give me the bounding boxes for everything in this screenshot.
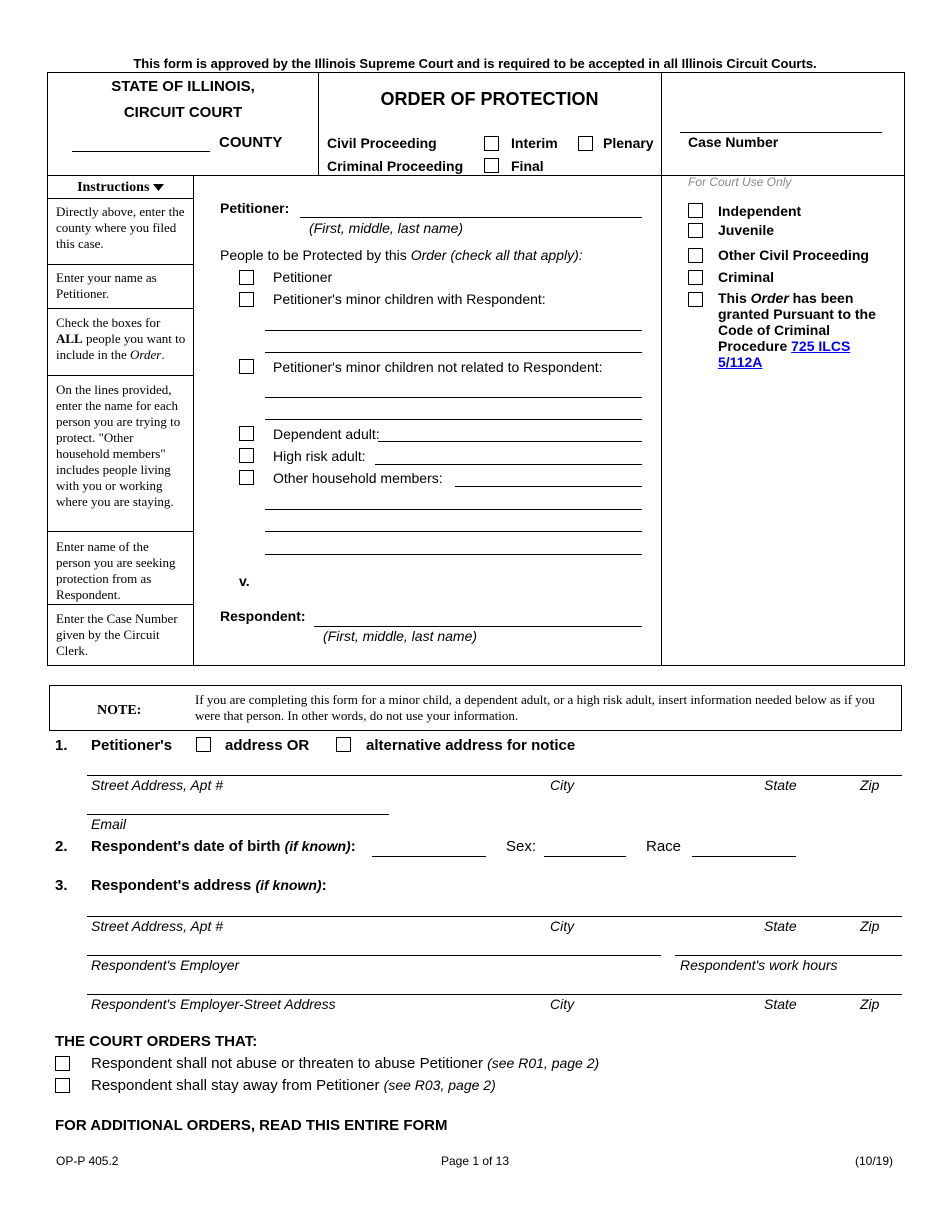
- form-id: OP-P 405.2: [56, 1154, 119, 1168]
- instruction-county: Directly above, enter the county where you filed this case.: [56, 204, 185, 251]
- versus-label: v.: [239, 573, 250, 589]
- interim-checkbox[interactable]: [484, 136, 499, 151]
- case-number-label: Case Number: [688, 134, 779, 150]
- minor-not-line-2[interactable]: [265, 419, 642, 420]
- criminal-proceeding-label: Criminal Proceeding: [327, 158, 464, 174]
- dependent-adult-input[interactable]: [378, 441, 642, 442]
- race-label: Race: [646, 838, 682, 855]
- opt-dependent-label: Dependent adult:: [273, 426, 380, 442]
- caret-down-icon: [153, 184, 164, 191]
- sex-input[interactable]: [544, 856, 626, 857]
- approval-notice: This form is approved by the Illinois Supreme Court and is required to be accepted in all Illinois Circuit Courts.: [133, 56, 817, 71]
- instruction-petitioner: Enter your name as Petitioner.: [56, 270, 157, 301]
- plenary-checkbox[interactable]: [578, 136, 593, 151]
- granted-text: This Order has been granted Pursuant to the Code of Criminal Procedure 725 ILCS 5/112A: [718, 290, 876, 370]
- plenary-label: Plenary: [603, 135, 654, 151]
- page-number: Page 1 of 13: [440, 1154, 510, 1168]
- opt-minor-with-label: Petitioner's minor children with Respondent:: [273, 291, 546, 307]
- case-number-input[interactable]: [680, 132, 882, 133]
- court-use-heading: For Court Use Only: [688, 175, 792, 189]
- juvenile-checkbox[interactable]: [688, 223, 703, 238]
- statute-link[interactable]: 725 ILCS 5/112A: [718, 338, 851, 370]
- independent-label: Independent: [718, 203, 802, 219]
- instruction-checkboxes: Check the boxes for ALL people you want to include in the Order.: [56, 315, 186, 362]
- section3-number: 3.: [55, 877, 68, 894]
- dependent-adult-checkbox[interactable]: [239, 426, 254, 441]
- zip-label: Zip: [860, 777, 880, 793]
- opt-high-risk-label: High risk adult:: [273, 448, 366, 464]
- final-checkbox[interactable]: [484, 158, 499, 173]
- email-label: Email: [91, 816, 127, 832]
- minor-with-line-1[interactable]: [265, 330, 642, 331]
- independent-checkbox[interactable]: [688, 203, 703, 218]
- address-option-label: address OR: [225, 737, 310, 754]
- criminal-checkbox[interactable]: [688, 270, 703, 285]
- alt-address-option-label: alternative address for notice: [366, 737, 576, 754]
- order-no-abuse-label: Respondent shall not abuse or threaten to abuse Petitioner (see R01, page 2): [91, 1055, 600, 1072]
- minor-with-line-2[interactable]: [265, 352, 642, 353]
- state-label: STATE OF ILLINOIS,: [111, 78, 255, 95]
- household-line-3[interactable]: [265, 554, 642, 555]
- respondent-name-input[interactable]: [314, 626, 642, 627]
- criminal-label: Criminal: [718, 269, 775, 285]
- street-label: Street Address, Apt #: [91, 777, 224, 793]
- work-hours-input[interactable]: [675, 955, 902, 956]
- form-date: (10/19): [855, 1154, 894, 1168]
- court-orders-heading: THE COURT ORDERS THAT:: [55, 1033, 258, 1050]
- minor-children-with-respondent-checkbox[interactable]: [239, 292, 254, 307]
- respondent-label: Respondent:: [220, 608, 306, 624]
- civil-proceeding-label: Civil Proceeding: [327, 135, 437, 151]
- petitioner-label: Petitioner:: [220, 200, 290, 216]
- opt-petitioner-label: Petitioner: [273, 269, 333, 285]
- email-input[interactable]: [87, 814, 389, 815]
- minor-children-not-related-checkbox[interactable]: [239, 359, 254, 374]
- state-label-1: State: [764, 777, 797, 793]
- city-label: City: [550, 777, 575, 793]
- instruction-respondent: Enter name of the person you are seeking protection from as Respondent.: [56, 539, 176, 602]
- section2-label: Respondent's date of birth (if known):: [91, 838, 356, 855]
- city-label-2: City: [550, 918, 575, 934]
- city-label-3: City: [550, 996, 575, 1012]
- petitioner-name-hint: (First, middle, last name): [309, 220, 464, 236]
- petitioner-address-input[interactable]: [87, 775, 902, 776]
- sex-label: Sex:: [506, 838, 537, 855]
- opt-household-label: Other household members:: [273, 470, 443, 486]
- alt-address-checkbox[interactable]: [336, 737, 351, 752]
- court-label: CIRCUIT COURT: [123, 104, 243, 121]
- respondent-name-hint: (First, middle, last name): [323, 628, 478, 644]
- order-stay-away-checkbox[interactable]: [55, 1078, 70, 1093]
- order-stay-away-label: Respondent shall stay away from Petitioner (see R03, page 2): [91, 1077, 496, 1094]
- respondent-address-input[interactable]: [87, 916, 902, 917]
- instruction-protected: On the lines provided, enter the name for each person you are trying to protect. "Other household members" includes people living with you or working where you are staying.: [56, 382, 181, 509]
- dob-input[interactable]: [372, 856, 486, 857]
- high-risk-adult-input[interactable]: [375, 464, 642, 465]
- petitioner-checkbox[interactable]: [239, 270, 254, 285]
- section1-number: 1.: [55, 737, 68, 754]
- zip-label-2: Zip: [860, 918, 880, 934]
- section1-label: Petitioner's: [91, 737, 173, 754]
- employer-address-input[interactable]: [87, 994, 902, 995]
- street-label-2: Street Address, Apt #: [91, 918, 224, 934]
- note-label: NOTE:: [97, 703, 142, 718]
- race-input[interactable]: [692, 856, 796, 857]
- section2-number: 2.: [55, 838, 68, 855]
- additional-orders-heading: FOR ADDITIONAL ORDERS, READ THIS ENTIRE FORM: [55, 1117, 448, 1134]
- note-text: If you are completing this form for a minor child, a dependent adult, or a high risk adult, insert information needed below as if you were that person. In other words, do not use your information.: [195, 692, 875, 723]
- household-line-1[interactable]: [265, 509, 642, 510]
- granted-checkbox[interactable]: [688, 292, 703, 307]
- zip-label-3: Zip: [860, 996, 880, 1012]
- employer-input[interactable]: [87, 955, 661, 956]
- state-label-2: State: [764, 918, 797, 934]
- work-hours-label: Respondent's work hours: [680, 957, 838, 973]
- other-civil-checkbox[interactable]: [688, 248, 703, 263]
- protected-people-label: People to be Protected by this Order (check all that apply):: [220, 247, 583, 263]
- other-civil-label: Other Civil Proceeding: [718, 247, 869, 263]
- order-no-abuse-checkbox[interactable]: [55, 1056, 70, 1071]
- high-risk-adult-checkbox[interactable]: [239, 448, 254, 463]
- petitioner-name-input[interactable]: [300, 217, 642, 218]
- section3-label: Respondent's address (if known):: [91, 877, 327, 894]
- juvenile-label: Juvenile: [718, 222, 775, 238]
- county-input[interactable]: [72, 151, 210, 152]
- state-label-3: State: [764, 996, 797, 1012]
- employer-label: Respondent's Employer: [91, 957, 240, 973]
- address-checkbox[interactable]: [196, 737, 211, 752]
- form-title: ORDER OF PROTECTION: [380, 89, 599, 109]
- instructions-heading[interactable]: Instructions: [48, 180, 193, 196]
- employer-street-label: Respondent's Employer-Street Address: [91, 996, 336, 1012]
- interim-label: Interim: [511, 135, 558, 151]
- household-members-checkbox[interactable]: [239, 470, 254, 485]
- household-line-2[interactable]: [265, 531, 642, 532]
- opt-minor-not-label: Petitioner's minor children not related to Respondent:: [273, 359, 603, 375]
- county-label: COUNTY: [219, 134, 283, 151]
- household-input[interactable]: [455, 486, 642, 487]
- instruction-case-number: Enter the Case Number given by the Circuit Clerk.: [56, 611, 178, 658]
- minor-not-line-1[interactable]: [265, 397, 642, 398]
- final-label: Final: [511, 158, 544, 174]
